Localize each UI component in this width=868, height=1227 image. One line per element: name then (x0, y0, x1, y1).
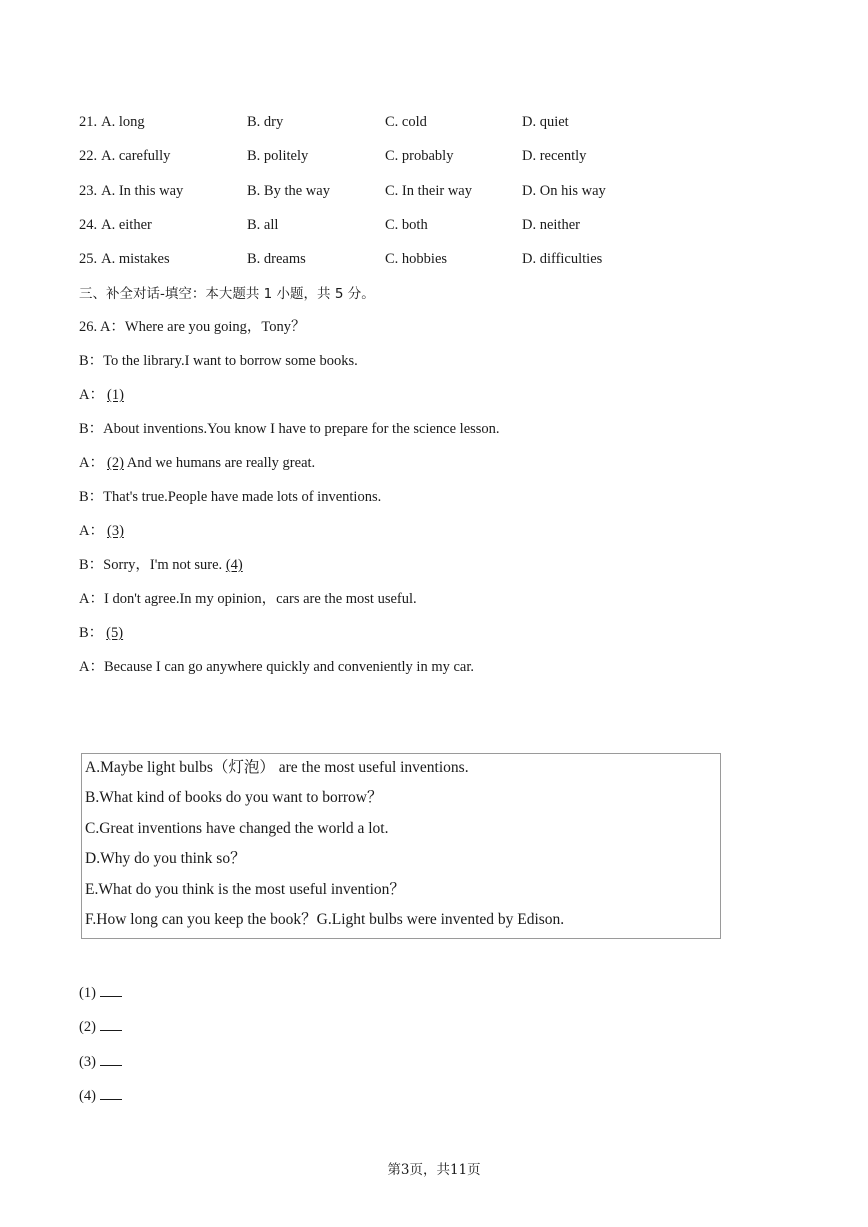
answer-blank[interactable] (100, 1087, 122, 1100)
section-title: 三、补全对话-填空：本大题共 1 小题，共 5 分。 (79, 286, 375, 302)
dialogue-blank[interactable]: (5) (106, 625, 124, 641)
option-c: C. both (385, 217, 428, 233)
option-b: B. dry (247, 114, 284, 130)
answer-blank[interactable] (100, 984, 122, 997)
question-number: 21. (79, 114, 98, 130)
speaker-label: A： (79, 659, 104, 675)
option-d: D. neither (522, 217, 580, 233)
answer-number: (2) (79, 1019, 96, 1035)
question-number-and-option-a (79, 250, 170, 268)
option-d: D. quiet (522, 114, 569, 130)
option-c: C. cold (385, 114, 427, 130)
options-box (81, 753, 721, 939)
option-b: B. dreams (247, 251, 306, 267)
answer-row (79, 1087, 122, 1105)
question-number-and-option-a (79, 182, 183, 200)
dialogue-line (79, 352, 358, 370)
option-sentence: C.Great inventions have changed the world a lot. (85, 819, 389, 837)
dialogue-text: To the library.I want to borrow some books. (103, 353, 358, 369)
speaker-label: A： (79, 523, 104, 539)
answer-number: (4) (79, 1088, 96, 1104)
question-number: 24. (79, 217, 98, 233)
question-number: 22. (79, 148, 98, 164)
dialogue-line (79, 386, 124, 404)
dialogue-text: Because I can go anywhere quickly and conveniently in my car. (103, 659, 475, 675)
option-a: A. mistakes (101, 251, 170, 267)
option-c: C. In their way (385, 183, 472, 199)
dialogue-line (79, 318, 306, 336)
dialogue-line (79, 590, 417, 608)
speaker-label: A： (79, 591, 104, 607)
option-sentence: E.What do you think is the most useful invention？ (85, 880, 405, 898)
answer-row (79, 1018, 122, 1036)
dialogue-blank[interactable]: (1) (106, 387, 124, 403)
question-number-and-option-a (79, 216, 152, 234)
dialogue-line (79, 420, 500, 438)
dialogue-blank[interactable]: (2) (106, 455, 124, 471)
speaker-label: 26. A： (79, 319, 125, 335)
answer-blank[interactable] (100, 1053, 122, 1066)
option-a: A. long (101, 114, 145, 130)
speaker-label: B： (79, 625, 104, 641)
option-b: B. politely (247, 148, 309, 164)
option-b: B. By the way (247, 183, 330, 199)
answer-row (79, 1053, 122, 1071)
dialogue-text: About inventions.You know I have to prepare for the science lesson. (103, 421, 500, 437)
page-footer: 第3页，共11页 (387, 1162, 481, 1178)
dialogue-line (79, 488, 381, 506)
answer-blank[interactable] (100, 1018, 122, 1031)
question-number-and-option-a (79, 147, 170, 165)
dialogue-blank[interactable]: (3) (106, 523, 124, 539)
option-a: A. carefully (101, 148, 171, 164)
dialogue-text: Where are you going，Tony？ (124, 319, 306, 335)
speaker-label: B： (79, 421, 104, 437)
option-d: D. On his way (522, 183, 606, 199)
dialogue-text-tail: And we humans are really great. (123, 455, 316, 471)
dialogue-line (79, 454, 315, 472)
option-d: D. difficulties (522, 251, 603, 267)
option-c: C. hobbies (385, 251, 448, 267)
dialogue-line (79, 556, 243, 574)
option-c: C. probably (385, 148, 454, 164)
speaker-label: A： (79, 387, 104, 403)
speaker-label: B： (79, 489, 104, 505)
dialogue-text: That's true.People have made lots of inventions. (103, 489, 382, 505)
dialogue-line (79, 624, 123, 642)
speaker-label: A： (79, 455, 104, 471)
option-a: A. either (101, 217, 152, 233)
dialogue-text: I don't agree.In my opinion，cars are the most useful. (103, 591, 417, 607)
speaker-label: B： (79, 353, 104, 369)
option-sentence: D.Why do you think so？ (85, 850, 246, 868)
option-sentence: B.What kind of books do you want to borrow？ (85, 789, 383, 807)
dialogue-line (79, 522, 124, 540)
speaker-label: B： (79, 557, 104, 573)
option-b: B. all (247, 217, 279, 233)
option-a: A. In this way (101, 183, 184, 199)
option-sentence: A.Maybe light bulbs（灯泡） are the most useful inventions. (85, 759, 469, 776)
option-sentence: F.How long can you keep the book？G.Light bulbs were invented by Edison. (85, 911, 565, 928)
dialogue-text: Sorry，I'm not sure. (103, 557, 226, 573)
dialogue-line (79, 658, 474, 676)
answer-number: (3) (79, 1054, 96, 1070)
option-d: D. recently (522, 148, 587, 164)
answer-row (79, 984, 122, 1002)
answer-number: (1) (79, 985, 96, 1001)
dialogue-blank[interactable]: (4) (225, 557, 243, 573)
question-number: 23. (79, 183, 98, 199)
question-number: 25. (79, 251, 98, 267)
question-number-and-option-a (79, 113, 145, 131)
